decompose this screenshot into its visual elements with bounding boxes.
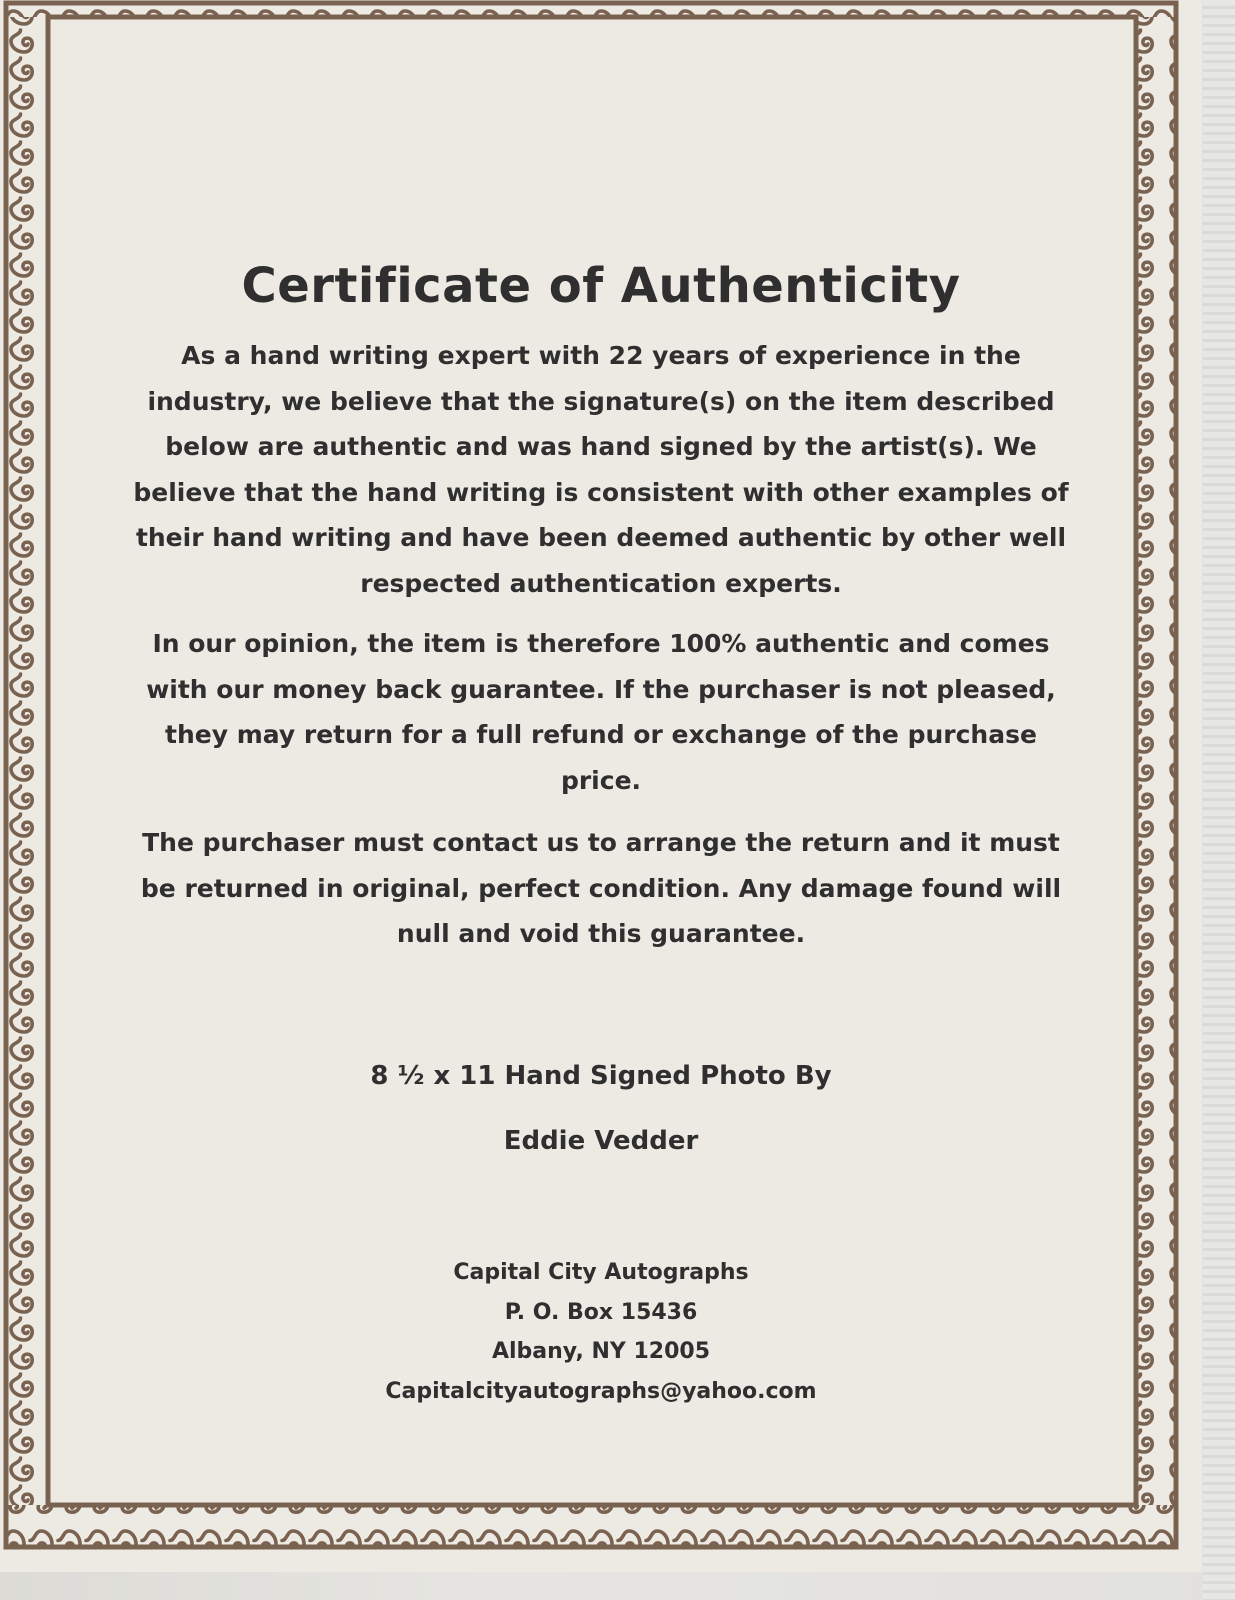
item-description: 8 ½ x 11 Hand Signed Photo By: [370, 1061, 832, 1091]
expertise-paragraph: As a hand writing expert with 22 years of experience in the industry, we believe that the signature(s) on the item described below are authentic and was hand signed by the artist(s). We believe that the hand writing is consistent with other examples of their hand writing and have been deemed authentic by other well respected authentication experts.: [133, 341, 1069, 598]
sleeve-edge: [1203, 0, 1235, 1600]
issuer-po-box: P. O. Box 15436: [504, 1299, 698, 1325]
issuer-name: Capital City Autographs: [453, 1260, 749, 1285]
guarantee-paragraph: In our opinion, the item is therefore 100% authentic and comes with our money back guarantee. If the purchaser is not pleased, they may return for a full refund or exchange of the purchase price.: [146, 629, 1056, 795]
certificate-title: Certificate of Authenticity: [241, 258, 961, 314]
item-artist: Eddie Vedder: [503, 1126, 699, 1156]
issuer-address-block: [52, 1253, 1150, 1411]
issuer-email: Capitalcityautographs@yahoo.com: [385, 1378, 817, 1404]
return-terms-paragraph: The purchaser must contact us to arrange the return and it must be returned in original, perfect condition. Any damage found will null and void this guarantee.: [140, 828, 1062, 948]
certificate-content: [52, 20, 1150, 1520]
issuer-city-state-zip: Albany, NY 12005: [491, 1339, 710, 1364]
